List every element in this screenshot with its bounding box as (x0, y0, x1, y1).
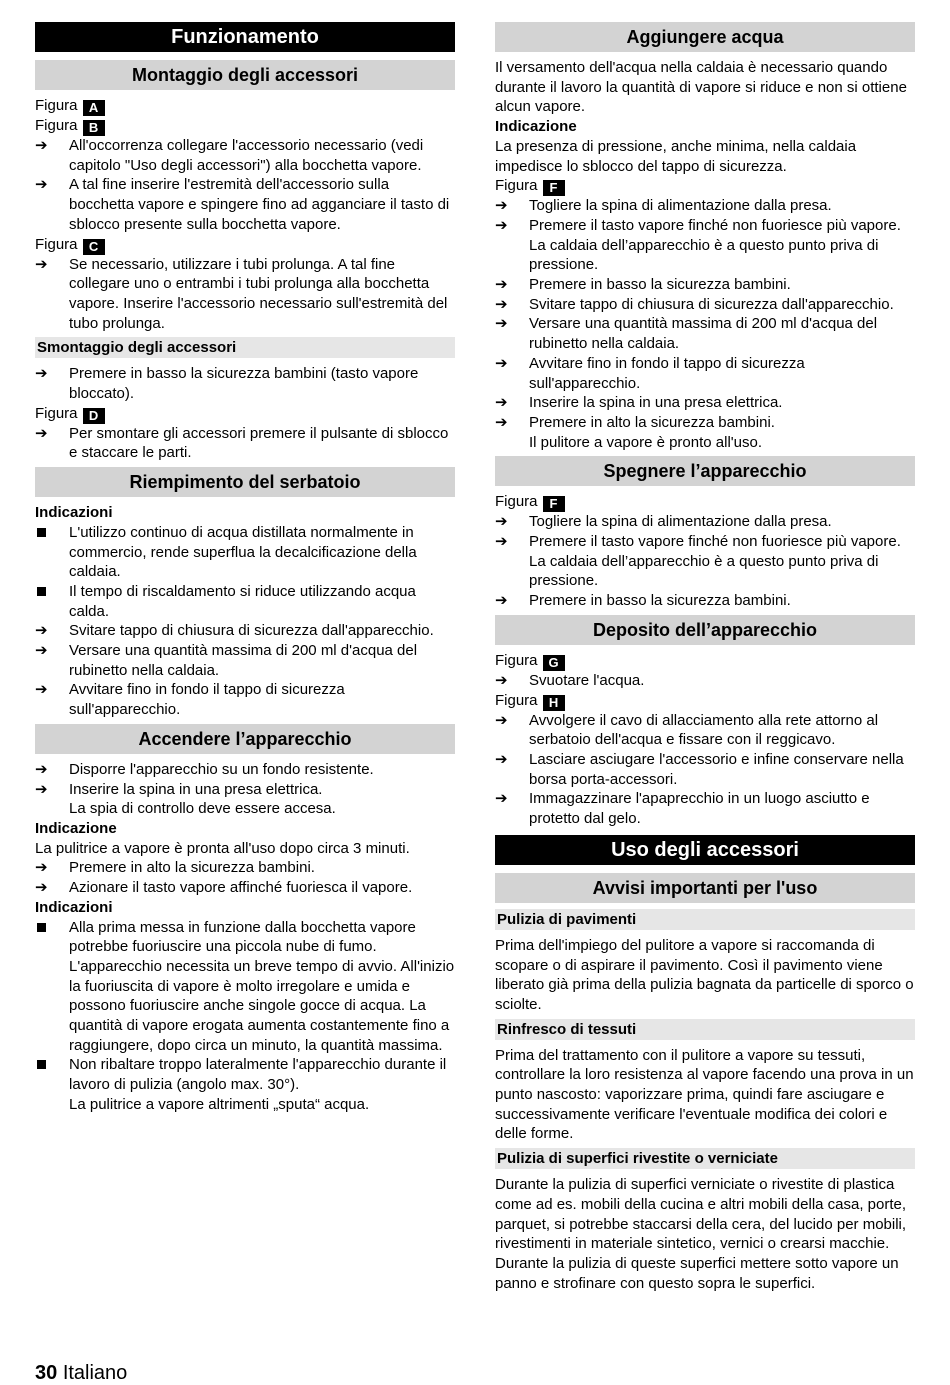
figure-ref-d: Figura D (35, 404, 455, 424)
figure-ref-f: Figura F (495, 176, 915, 196)
page-number: 30 (35, 1362, 58, 1384)
right-column (495, 22, 915, 1293)
heading-deposito: Deposito dell’apparecchio (495, 615, 915, 645)
arrow-icon: ➔ (35, 760, 48, 778)
arrow-icon: ➔ (35, 681, 48, 699)
figure-letter-g: G (543, 655, 565, 671)
figure-letter-h: H (543, 695, 565, 711)
heading-rinfresco: Rinfresco di tessuti (495, 1019, 915, 1040)
continuation-text: La pulitrice a vapore altrimenti „sputa“ acqua. (69, 1095, 370, 1113)
paragraph: Prima dell'impiego del pulitore a vapore si raccomanda di scopare o di aspirare il pavimento. Così il pavimento viene liberato già prima della pulizia bagnata da particelle di sporco o sciolte. (495, 936, 914, 1013)
list-item: ➔ Versare una quantità massima di 200 ml d'acqua del rubinetto nella caldaia. (35, 642, 418, 679)
note-text: La pulitrice a vapore è pronta all'uso dopo circa 3 minuti. (35, 839, 410, 857)
arrow-icon: ➔ (35, 622, 48, 640)
paragraph: Il versamento dell'acqua nella caldaia è necessario quando durante il lavoro la quantità di vapore si riduce e non si ottiene alcun vapore. (495, 59, 907, 116)
list-item: ➔ Premere in alto la sicurezza bambini. (495, 413, 775, 431)
list-item: ➔ Premere il tasto vapore finché non fuoriesce più vapore. La caldaia dell’apparecchio è a questo punto priva di pressione. (495, 216, 901, 274)
arrow-icon: ➔ (495, 790, 508, 808)
label-indicazioni-2: Indicazioni (35, 898, 113, 916)
figure-ref-a: Figura A (35, 96, 455, 116)
list-item: ➔ Togliere la spina di alimentazione dalla presa. (495, 197, 832, 215)
arrow-icon: ➔ (35, 176, 48, 194)
figure-letter-a: A (83, 100, 105, 116)
list-item: ➔ Avvitare fino in fondo il tappo di sicurezza sull'apparecchio. (35, 681, 345, 719)
figure-letter-d: D (83, 408, 105, 424)
arrow-icon: ➔ (495, 295, 508, 313)
list-item: ➔ Togliere la spina di alimentazione dalla presa. (495, 513, 832, 531)
square-bullet-icon (37, 1060, 46, 1069)
note-item: L'utilizzo continuo di acqua distillata normalmente in commercio, rende superflua la decalcificazione della caldaia. (35, 523, 455, 582)
heading-spegnere: Spegnere l’apparecchio (495, 456, 915, 486)
arrow-icon: ➔ (35, 424, 48, 442)
label-indicazione: Indicazione (35, 819, 117, 837)
list-item: ➔ Premere in basso la sicurezza bambini. (495, 276, 791, 294)
arrow-icon: ➔ (495, 671, 508, 689)
left-column (35, 22, 455, 1115)
list-item: ➔ Versare una quantità massima di 200 ml d'acqua del rubinetto nella caldaia. (495, 315, 878, 353)
heading-smontaggio: Smontaggio degli accessori (35, 337, 455, 358)
figure-ref-b: Figura B (35, 116, 455, 136)
page-footer (35, 1362, 127, 1385)
note-item: Alla prima messa in funzione dalla bocchetta vapore potrebbe fuoriuscire una piccola nube di fumo. L'apparecchio necessita un breve tempo di avvio. All'inizio la fuoriuscita di vapore è molto irregolare e umida e possono fuoriuscire anche singole gocce di acqua. La quantità di vapore erogata aumenta costantemente fino a raggiungere, dopo circa un minuto, la quantità massima. (35, 918, 455, 1056)
list-item: ➔ Azionare il tasto vapore affinché fuoriesca il vapore. (35, 879, 413, 897)
arrow-icon: ➔ (35, 780, 48, 798)
list-item: ➔ Premere in basso la sicurezza bambini. (495, 592, 791, 610)
arrow-icon: ➔ (35, 255, 48, 273)
arrow-icon: ➔ (495, 216, 508, 234)
square-bullet-icon (37, 923, 46, 932)
section-title-funzionamento: Funzionamento (35, 22, 455, 52)
arrow-icon: ➔ (495, 354, 508, 372)
arrow-icon: ➔ (35, 365, 48, 383)
heading-accendere: Accendere l’apparecchio (35, 724, 455, 754)
figure-ref-f2: Figura F (495, 492, 915, 512)
label-indicazioni: Indicazioni (35, 504, 113, 522)
figure-letter-b: B (83, 120, 105, 136)
paragraph: Prima del trattamento con il pulitore a vapore su tessuti, controllare la loro resistenza al vapore facendo una prova in un punto nascosto: vaporizzare prima, quindi fare asciugare e successivamente verificare l'eventuale modifica dei colori e delle forme. (495, 1046, 914, 1143)
label-indicazione: Indicazione (495, 118, 577, 136)
arrow-icon: ➔ (495, 197, 508, 215)
list-item: ➔ Inserire la spina in una presa elettrica. (495, 394, 783, 412)
square-bullet-icon (37, 528, 46, 537)
arrow-icon: ➔ (35, 137, 48, 154)
figure-letter-c: C (83, 239, 105, 255)
figure-letter-f: F (543, 496, 565, 512)
arrow-icon: ➔ (495, 711, 508, 729)
heading-montaggio: Montaggio degli accessori (35, 60, 455, 90)
heading-avvisi: Avvisi importanti per l'uso (495, 873, 915, 903)
arrow-icon: ➔ (35, 879, 48, 897)
figure-ref-c: Figura C (35, 235, 455, 255)
list-item: ➔ Svuotare l'acqua. (495, 671, 645, 689)
arrow-icon: ➔ (495, 513, 508, 531)
arrow-icon: ➔ (35, 859, 48, 877)
arrow-icon: ➔ (495, 315, 508, 333)
list-item: ➔ Immagazzinare l'apaprecchio in un luogo asciutto e protetto dal gelo. (495, 790, 870, 828)
list-item: ➔ Se necessario, utilizzare i tubi prolunga. A tal fine collegare uno o entrambi i tubi prolunga alla bocchetta vapore. Inserire l'accessorio necessario sull'estremità del tubo prolunga. (35, 255, 448, 332)
arrow-icon: ➔ (495, 533, 508, 551)
paragraph: Durante la pulizia di superfici verniciate o rivestite di plastica come ad es. mobili della cucina e altri mobili della casa, porte, parquet, si potrebbe staccarsi della cera, del lucido per mobili, rivestimenti in materiale sintetico, vernici o crearsi macchie. Durante la pulizia di queste superfici mettere sotto vapore un panno e strofinare con questo sopra le superfici. (495, 1176, 907, 1292)
list-item: ➔ A tal fine inserire l'estremità dell'accessorio sulla bocchetta vapore e spingere fino ad agganciare il tasto di sblocco presente sulla bocchetta vapore. (35, 176, 450, 233)
list-item: ➔ All'occorrenza collegare l'accessorio necessario (vedi capitolo "Uso degli accessori") alla bocchetta vapore. (35, 137, 424, 174)
list-item: ➔ Avvitare fino in fondo il tappo di sicurezza sull'apparecchio. (495, 354, 805, 392)
list-item: ➔ Disporre l'apparecchio su un fondo resistente. (35, 760, 374, 778)
list-item: ➔ Lasciare asciugare l'accessorio e infine conservare nella borsa porta-accessori. (495, 750, 904, 788)
list-item: ➔ Inserire la spina in una presa elettrica. (35, 780, 323, 798)
arrow-icon: ➔ (495, 276, 508, 294)
arrow-icon: ➔ (495, 413, 508, 431)
heading-superfici: Pulizia di superfici rivestite o verniciate (495, 1148, 915, 1169)
arrow-icon: ➔ (495, 592, 508, 610)
list-item: ➔ Svitare tappo di chiusura di sicurezza dall'apparecchio. (495, 295, 894, 313)
section-title-uso: Uso degli accessori (495, 835, 915, 865)
heading-riempimento: Riempimento del serbatoio (35, 467, 455, 497)
figure-ref-g: Figura G (495, 651, 915, 671)
list-item: ➔ Premere in basso la sicurezza bambini (tasto vapore bloccato). (35, 365, 419, 403)
list-item: ➔ Svitare tappo di chiusura di sicurezza dall'apparecchio. (35, 622, 434, 640)
figure-letter-f: F (543, 180, 565, 196)
square-bullet-icon (37, 587, 46, 596)
footer-language: Italiano (62, 1362, 128, 1384)
arrow-icon: ➔ (495, 394, 508, 412)
figure-ref-h: Figura H (495, 691, 915, 711)
arrow-icon: ➔ (35, 642, 48, 660)
list-item: ➔ Avvolgere il cavo di allacciamento alla rete attorno al serbatoio dell'acqua e fissare con il reggicavo. (495, 711, 879, 749)
note-item: Non ribaltare troppo lateralmente l'apparecchio durante il lavoro di pulizia (angolo max. 30°). (35, 1055, 455, 1094)
note-item: Il tempo di riscaldamento si riduce utilizzando acqua calda. (35, 582, 455, 621)
list-item: ➔ Per smontare gli accessori premere il pulsante di sblocco e staccare le parti. (35, 424, 449, 462)
list-item: ➔ Premere in alto la sicurezza bambini. (35, 859, 315, 877)
continuation-text: La spia di controllo deve essere accesa. (69, 800, 336, 818)
continuation-text: Il pulitore a vapore è pronto all'uso. (529, 433, 763, 451)
list-item: ➔ Premere il tasto vapore finché non fuoriesce più vapore. La caldaia dell’apparecchio è a questo punto priva di pressione. (495, 533, 901, 590)
arrow-icon: ➔ (495, 750, 508, 768)
heading-pulizia-pavimenti: Pulizia di pavimenti (495, 909, 915, 930)
heading-aggiungere: Aggiungere acqua (495, 22, 915, 52)
note-text: La presenza di pressione, anche minima, nella caldaia impedisce lo sblocco del tappo di sicurezza. (495, 137, 857, 175)
